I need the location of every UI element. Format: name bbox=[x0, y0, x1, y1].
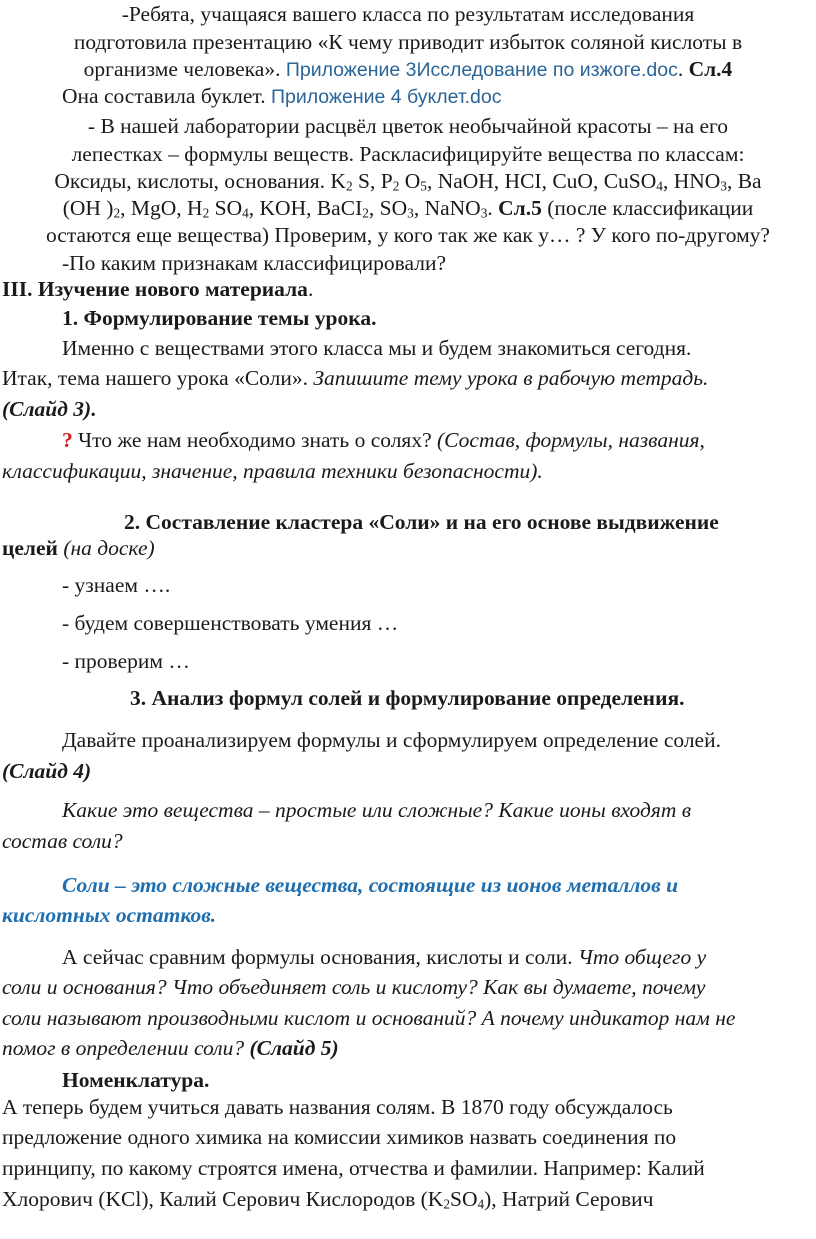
paragraph-line: соли называют производными кислот и оснований? А почему индикатор нам не bbox=[2, 1006, 736, 1030]
text: Хлорович (KCl), Калий Серович Кислородов (K bbox=[2, 1187, 444, 1211]
text: (Состав, формулы, названия, bbox=[431, 428, 705, 452]
text: SO bbox=[449, 1187, 478, 1211]
paragraph-line: А теперь будем учиться давать названия солям. В 1870 году обсуждалось bbox=[2, 1095, 673, 1119]
subscript: 2 bbox=[443, 1196, 450, 1212]
section-heading bbox=[2, 277, 313, 303]
text: Что общего у bbox=[572, 945, 707, 969]
paragraph-line: подготовила презентацию «К чему приводит избыток соляной кислоты в bbox=[73, 30, 743, 54]
subscript: 3 bbox=[720, 178, 727, 194]
text: . bbox=[487, 196, 493, 220]
subsection-heading: 1. Формулирование темы урока. bbox=[62, 306, 377, 330]
paragraph-line: классификации, значение, правила техники безопасности). bbox=[2, 459, 543, 483]
definition-line: кислотных остатков. bbox=[2, 903, 217, 927]
formula-line bbox=[0, 169, 816, 195]
text: Что же нам необходимо знать о солях? bbox=[72, 428, 432, 452]
paragraph-line bbox=[0, 57, 816, 83]
subscript: 3 bbox=[407, 205, 414, 221]
heading-text: III. Изучение нового материала bbox=[2, 277, 308, 301]
subscript: 5 bbox=[420, 178, 427, 194]
subscript: 3 bbox=[480, 205, 488, 221]
text: , NaNO bbox=[413, 196, 481, 220]
text: , KOH, BaCI bbox=[248, 196, 363, 220]
text: S, P bbox=[352, 169, 393, 193]
text: помог в определении соли? bbox=[2, 1036, 245, 1060]
paragraph-line bbox=[62, 84, 501, 110]
text: (после классификации bbox=[541, 196, 754, 220]
text: целей bbox=[2, 536, 58, 560]
list-item: - проверим … bbox=[62, 649, 190, 673]
text: O bbox=[399, 169, 421, 193]
subscript: 4 bbox=[477, 1196, 485, 1212]
link-research-doc[interactable]: Приложение 3Исследование по изжоге.doc bbox=[285, 59, 678, 81]
slide-ref: (Слайд 4) bbox=[2, 759, 92, 783]
paragraph-line: -По каким признакам классифицировали? bbox=[62, 251, 446, 275]
text: Она составила буклет. bbox=[62, 84, 266, 108]
subscript: 2 bbox=[362, 205, 369, 221]
list-item: - будем совершенствовать умения … bbox=[62, 611, 399, 635]
paragraph-line bbox=[2, 1036, 339, 1062]
paragraph-line: лепестках – формулы веществ. Раскласифицируйте вещества по классам: bbox=[71, 142, 745, 166]
link-booklet-doc[interactable]: Приложение 4 буклет.doc bbox=[270, 86, 502, 108]
paragraph-line bbox=[2, 1187, 653, 1213]
paragraph-line bbox=[62, 945, 706, 971]
subscript: 2 bbox=[345, 178, 353, 194]
paragraph-line: состав соли? bbox=[2, 829, 123, 853]
paragraph-line: Какие это вещества – простые или сложные? Какие ионы входят в bbox=[62, 798, 692, 822]
paragraph-line: предложение одного химика на комиссии химиков назвать соединения по bbox=[2, 1125, 677, 1149]
subsection-heading: Номенклатура. bbox=[62, 1068, 210, 1092]
text: , HNO bbox=[662, 169, 721, 193]
text: ), Натрий Серович bbox=[484, 1187, 654, 1211]
slide-ref: (Слайд 5) bbox=[244, 1036, 339, 1060]
text: , NaOH, HCI, CuO, CuSO bbox=[426, 169, 657, 193]
subscript: 2 bbox=[202, 205, 210, 221]
subscript: 4 bbox=[242, 205, 249, 221]
formula-line bbox=[0, 196, 816, 222]
paragraph-line bbox=[62, 428, 705, 454]
text: . bbox=[307, 277, 314, 301]
text: (OH ) bbox=[62, 196, 114, 220]
subscript: 2 bbox=[392, 178, 400, 194]
question-icon: ? bbox=[62, 428, 73, 452]
text: , SO bbox=[368, 196, 408, 220]
slide-ref: (Слайд 3). bbox=[2, 397, 97, 421]
text: . bbox=[677, 57, 684, 81]
slide-ref: Сл.4 bbox=[688, 57, 733, 81]
subsection-heading: 2. Составление кластера «Соли» и на его основе выдвижение bbox=[124, 510, 719, 534]
slide-ref: Сл.5 bbox=[492, 196, 542, 220]
paragraph-line: соли и основания? Что объединяет соль и кислоту? Как вы думаете, почему bbox=[2, 975, 706, 999]
text: Запишите тему урока в рабочую тетрадь. bbox=[308, 366, 709, 390]
text: (на доске) bbox=[57, 536, 155, 560]
paragraph-line bbox=[2, 366, 708, 392]
paragraph-line: -Ребята, учащаяся вашего класса по результатам исследования bbox=[121, 2, 695, 26]
list-item: - узнаем …. bbox=[62, 573, 171, 597]
text: А сейчас сравним формулы основания, кислоты и соли. bbox=[62, 945, 573, 969]
subscript: 4 bbox=[656, 178, 663, 194]
text: , Ba bbox=[726, 169, 762, 193]
paragraph-line: принципу, по какому строятся имена, отчества и фамилии. Например: Калий bbox=[2, 1156, 705, 1180]
subsection-heading: 3. Анализ формул солей и формулирование определения. bbox=[130, 686, 685, 710]
definition-line: Соли – это сложные вещества, состоящие из ионов металлов и bbox=[62, 873, 679, 897]
paragraph-line: остаются еще вещества) Проверим, у кого так же как у… ? У кого по-другому? bbox=[46, 223, 770, 247]
paragraph-line: Давайте проанализируем формулы и сформулируем определение солей. bbox=[62, 728, 721, 752]
text: организме человека». bbox=[83, 57, 281, 81]
text: SO bbox=[209, 196, 243, 220]
paragraph-line bbox=[2, 536, 155, 562]
text: Оксиды, кислоты, основания. K bbox=[54, 169, 346, 193]
text: , MgO, H bbox=[120, 196, 203, 220]
text: Итак, тема нашего урока «Соли». bbox=[2, 366, 308, 390]
subscript: 2 bbox=[113, 205, 121, 221]
paragraph-line: Именно с веществами этого класса мы и будем знакомиться сегодня. bbox=[62, 336, 692, 360]
paragraph-line: - В нашей лаборатории расцвёл цветок необычайной красоты – на его bbox=[87, 114, 729, 138]
